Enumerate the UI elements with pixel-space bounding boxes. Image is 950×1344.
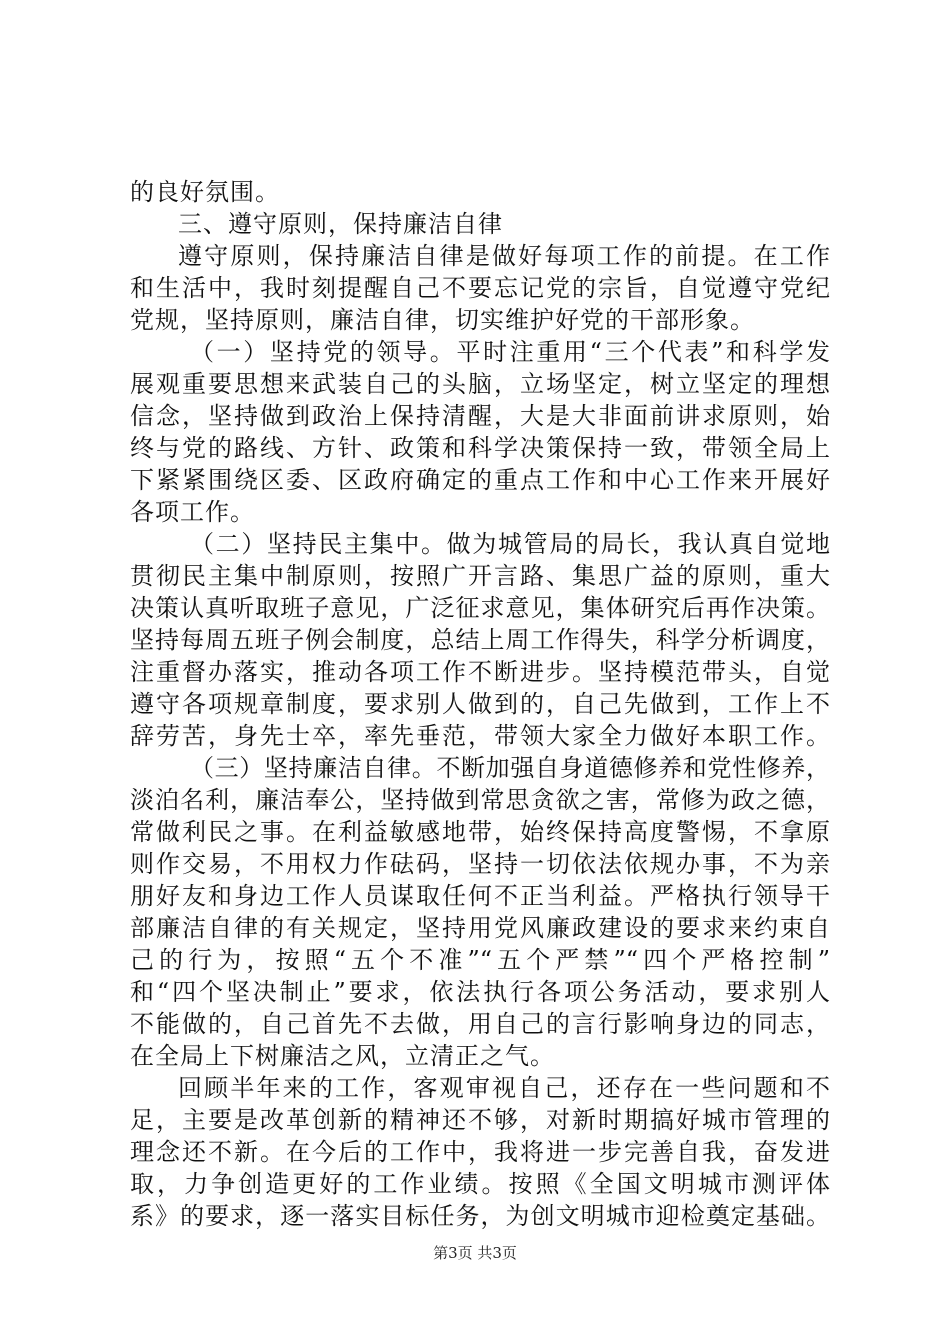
- text-line: 遵守各项规章制度，要求别人做到的，自己先做到，工作上不: [130, 690, 830, 718]
- text-line: 注重督办落实，推动各项工作不断进步。坚持模范带头，自觉: [130, 658, 830, 686]
- text-line: 展观重要思想来武装自己的头脑，立场坚定，树立坚定的理想: [130, 370, 830, 398]
- text-line: 和“四个坚决制止”要求，依法执行各项公务活动，要求别人: [130, 978, 830, 1006]
- text-line: 和生活中，我时刻提醒自己不要忘记党的宗旨，自觉遵守党纪: [130, 274, 830, 302]
- text-line: 回顾半年来的工作，客观审视自己，还存在一些问题和不: [178, 1074, 830, 1102]
- text-line: 部廉洁自律的有关规定，坚持用党风廉政建设的要求来约束自: [130, 914, 830, 942]
- text-line: 淡泊名利，廉洁奉公，坚持做到常思贪欲之害，常修为政之德，: [130, 786, 830, 814]
- text-line: 贯彻民主集中制原则，按照广开言路、集思广益的原则，重大: [130, 562, 830, 590]
- text-line: 系》的要求，逐一落实目标任务，为创文明城市迎检奠定基础。: [130, 1202, 830, 1230]
- text-line: 不能做的，自己首先不去做，用自己的言行影响身边的同志，: [130, 1010, 830, 1038]
- text-line: 三、遵守原则，保持廉洁自律: [178, 210, 503, 238]
- text-line: 朋好友和身边工作人员谋取任何不正当利益。严格执行领导干: [130, 882, 830, 910]
- text-line: 辞劳苦，身先士卒，率先垂范，带领大家全力做好本职工作。: [130, 722, 830, 750]
- text-line: 党规，坚持原则，廉洁自律，切实维护好党的干部形象。: [130, 306, 755, 334]
- text-line: 遵守原则，保持廉洁自律是做好每项工作的前提。在工作: [178, 242, 830, 270]
- text-line: 足，主要是改革创新的精神还不够，对新时期搞好城市管理的: [130, 1106, 830, 1134]
- text-line: 坚持每周五班子例会制度，总结上周工作得失，科学分析调度，: [130, 626, 830, 654]
- text-line: 终与党的路线、方针、政策和科学决策保持一致，带领全局上: [130, 434, 830, 462]
- page-number-label: 第3页 共3页: [433, 1244, 517, 1262]
- text-line: 信念，坚持做到政治上保持清醒，大是大非面前讲求原则，始: [130, 402, 830, 430]
- text-line: 的良好氛围。: [130, 178, 280, 206]
- text-line: 决策认真听取班子意见，广泛征求意见，集体研究后再作决策。: [130, 594, 830, 622]
- document-body: [130, 176, 830, 1232]
- page-footer: [0, 1243, 950, 1263]
- text-line: （三）坚持廉洁自律。不断加强自身道德修养和党性修养，: [190, 754, 830, 782]
- text-line: 则作交易，不用权力作砝码，坚持一切依法依规办事，不为亲: [130, 850, 830, 878]
- text-line: 己的行为，按照“五个不准”“五个严禁”“四个严格控制”: [130, 946, 830, 974]
- text-line: 常做利民之事。在利益敏感地带，始终保持高度警惕，不拿原: [130, 818, 830, 846]
- text-line: 各项工作。: [130, 498, 255, 526]
- text-line: （二）坚持民主集中。做为城管局的局长，我认真自觉地: [190, 530, 830, 558]
- text-line: （一）坚持党的领导。平时注重用“三个代表”和科学发: [190, 338, 830, 366]
- text-line: 理念还不新。在今后的工作中，我将进一步完善自我，奋发进: [130, 1138, 830, 1166]
- text-line: 在全局上下树廉洁之风，立清正之气。: [130, 1042, 555, 1070]
- text-line: 取，力争创造更好的工作业绩。按照《全国文明城市测评体: [130, 1170, 830, 1198]
- text-line: 下紧紧围绕区委、区政府确定的重点工作和中心工作来开展好: [130, 466, 830, 494]
